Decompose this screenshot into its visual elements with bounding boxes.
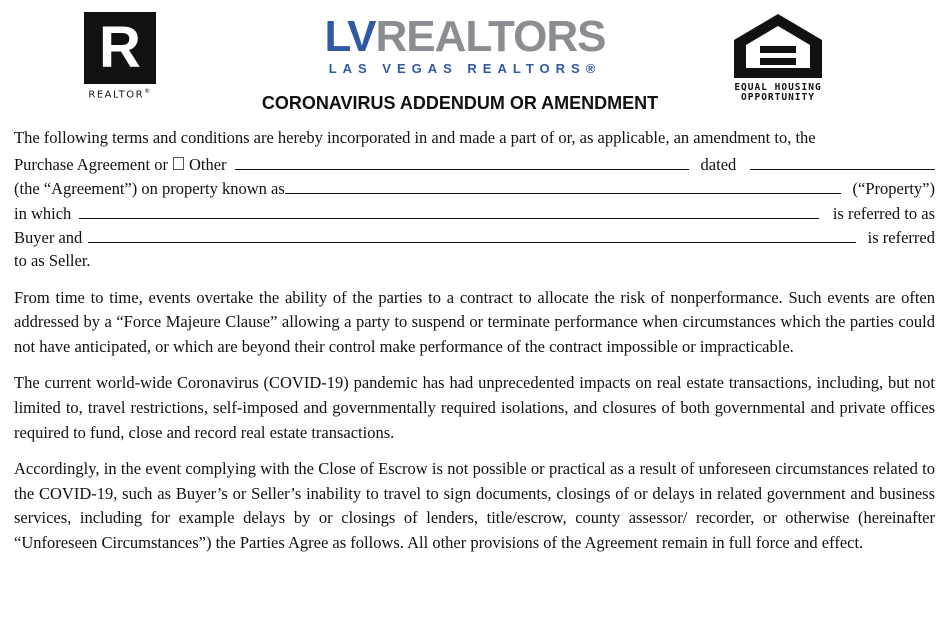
- seller-name-blank[interactable]: [88, 226, 855, 243]
- intro-line-4: [14, 202, 935, 227]
- covid-paragraph: The current world-wide Coronavirus (COVID-19) pandemic has had unprecedented impacts on real estate transactions, including, but not limited to, travel restrictions, self-imposed and governmentally required isolations, and closures of both governmental and private offices required to fund, close and record real estate transactions.: [14, 373, 935, 442]
- realtor-logo: [84, 12, 156, 100]
- property-known-as-label: (the “Agreement”) on property known as: [14, 179, 285, 199]
- realtor-word: REALTOR: [88, 89, 145, 101]
- lv-part: LV: [324, 12, 376, 61]
- document-title: CORONAVIRUS ADDENDUM OR AMENDMENT: [261, 93, 659, 113]
- eho-line-2: OPPORTUNITY: [741, 92, 815, 103]
- accordingly-paragraph: Accordingly, in the event complying with the Close of Escrow is not possible or practical as a result of unforeseen circumstances related to the COVID-19, such as Buyer’s or Seller’s inability to travel to sign documents, closings of or delays in related government and business services, including for example delays by or closings of lenders, title/escrow, county assessor/ recorder, or otherwise (hereinafter “Unforeseen Circumstances”) the Parties Agree as follows. All other provisions of the Agreement remain in full force and effect.: [14, 459, 935, 552]
- intro-line-5: [14, 226, 935, 251]
- lv-realtors-logo: [300, 14, 630, 76]
- buyer-referred-label: is referred to as: [832, 203, 935, 223]
- equal-housing-logo: [724, 12, 832, 103]
- realtors-part: REALTORS: [375, 12, 606, 61]
- realtor-registered-mark: ®: [144, 88, 152, 95]
- to-as-seller-label: to as Seller.: [14, 250, 91, 270]
- equal-housing-house-icon: [732, 12, 824, 80]
- intro-line-1: [14, 128, 935, 153]
- dated-blank[interactable]: [750, 153, 935, 170]
- other-label: Other: [188, 154, 227, 174]
- property-label: (“Property”): [852, 179, 935, 199]
- seller-referred-label: is referred: [867, 228, 935, 248]
- addendum-body: [14, 128, 935, 568]
- other-checkbox[interactable]: [173, 157, 184, 170]
- equal-housing-text: [724, 83, 832, 103]
- intro-text-1: The following terms and conditions are hereby incorporated in and made a part of or, as applicable, an amendment to, the: [14, 128, 816, 147]
- property-address-blank[interactable]: [285, 177, 841, 194]
- lv-realtors-wordmark: [300, 14, 630, 60]
- intro-block: [14, 128, 935, 276]
- realtor-r-icon: [84, 12, 156, 84]
- in-which-label: in which: [14, 203, 72, 223]
- other-agreement-blank[interactable]: [235, 153, 689, 170]
- document-header: [0, 0, 948, 122]
- intro-line-3: [14, 177, 935, 202]
- dated-label: dated: [700, 154, 737, 174]
- intro-line-6: [14, 251, 935, 276]
- buyer-name-blank[interactable]: [79, 202, 819, 219]
- buyer-and-label: Buyer and: [14, 228, 83, 248]
- force-majeure-paragraph: From time to time, events overtake the ability of the parties to a contract to allocate the risk of nonperformance. Such events are often addressed by a “Force Majeure Clause” allowing a party to suspend or terminate performance when circumstances which the parties could not have anticipated, or which are beyond their control make performance of the contract impossible or impracticable.: [14, 287, 935, 356]
- purchase-agreement-label: Purchase Agreement or: [14, 154, 168, 174]
- eho-line-1: EQUAL HOUSING: [734, 82, 822, 93]
- lv-realtors-subtitle: LAS VEGAS REALTORS®: [328, 61, 602, 76]
- intro-line-2: [14, 153, 935, 178]
- realtor-wordmark: [84, 88, 156, 100]
- realtor-letter: R: [99, 15, 141, 80]
